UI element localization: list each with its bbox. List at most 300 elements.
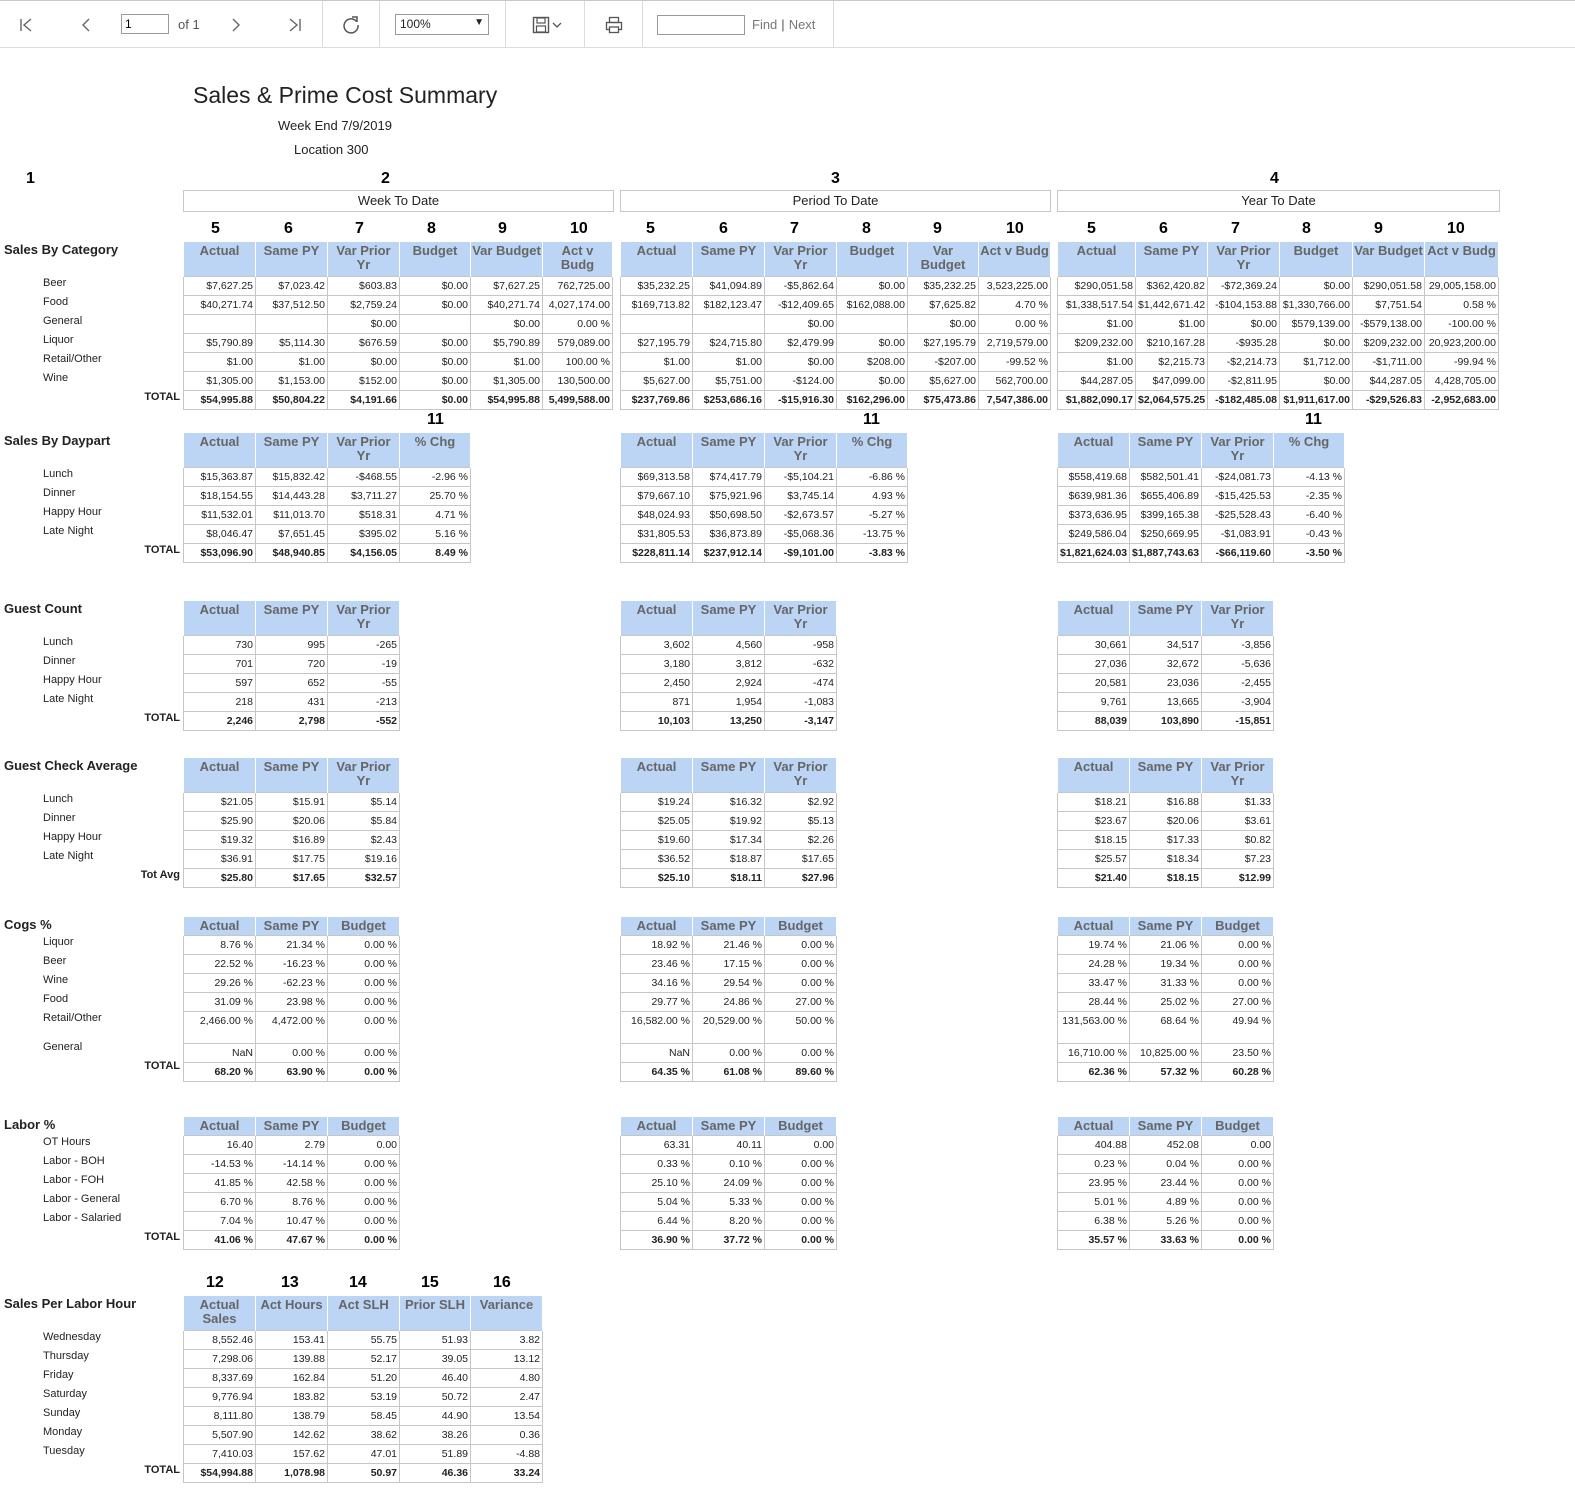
table-cell: -$12,409.65 bbox=[765, 296, 837, 315]
table-cell: 49.94 % bbox=[1202, 1012, 1274, 1044]
table-cell: $0.00 bbox=[328, 315, 400, 334]
table-cell: 130,500.00 bbox=[543, 372, 613, 391]
table-cell: $47,099.00 bbox=[1136, 372, 1208, 391]
table-cell: $44,287.05 bbox=[1058, 372, 1136, 391]
row-label: Food bbox=[43, 296, 69, 308]
column-header: Same PY bbox=[1130, 917, 1202, 936]
table-cell: $1,305.00 bbox=[184, 372, 256, 391]
table-row bbox=[1058, 525, 1345, 544]
table-cell: 24.28 % bbox=[1058, 955, 1130, 974]
refresh-icon[interactable] bbox=[337, 1, 365, 48]
table-cell: $0.00 bbox=[1280, 334, 1353, 353]
column-header: Actual bbox=[184, 433, 256, 468]
table-cell: -$104,153.88 bbox=[1208, 296, 1280, 315]
table-cell: 9,776.94 bbox=[184, 1388, 256, 1407]
row-label: Happy Hour bbox=[43, 506, 102, 518]
table-row bbox=[184, 793, 400, 812]
table-cell: $69,313.58 bbox=[621, 468, 693, 487]
table-row bbox=[184, 674, 400, 693]
table-cell: 40.11 bbox=[693, 1136, 765, 1155]
table-cell: $373,636.95 bbox=[1058, 506, 1130, 525]
header-row bbox=[621, 1117, 837, 1136]
row-label: Late Night bbox=[43, 525, 94, 537]
table-cell: $21.40 bbox=[1058, 869, 1130, 888]
table-cell: $7,625.82 bbox=[908, 296, 979, 315]
table-cell: $27.96 bbox=[765, 869, 837, 888]
header-row bbox=[184, 433, 471, 468]
marker-number: 11 bbox=[427, 411, 444, 428]
table-row bbox=[621, 1174, 837, 1193]
find-link[interactable]: Find bbox=[752, 17, 778, 32]
table-cell: -14.53 % bbox=[184, 1155, 256, 1174]
table-cell: $0.00 bbox=[1280, 277, 1353, 296]
table-cell: 8.76 % bbox=[256, 1193, 328, 1212]
table-cell: $11,532.01 bbox=[184, 506, 256, 525]
table-row bbox=[1058, 1193, 1274, 1212]
print-icon[interactable] bbox=[600, 1, 628, 48]
column-header: Act v Budg bbox=[1425, 242, 1499, 277]
table-cell bbox=[184, 315, 256, 334]
page-number-input[interactable] bbox=[121, 14, 169, 34]
marker-number: 5 bbox=[1087, 220, 1096, 237]
table-row bbox=[184, 315, 613, 334]
table-cell: $5.84 bbox=[328, 812, 400, 831]
table-cell: 1,954 bbox=[693, 693, 765, 712]
total-row bbox=[621, 712, 837, 731]
table-cell: $0.00 bbox=[765, 353, 837, 372]
table-row bbox=[184, 936, 400, 955]
table-cell: 0.00 % bbox=[1202, 936, 1274, 955]
toolbar-divider bbox=[322, 1, 323, 48]
row-label: Liquor bbox=[43, 334, 74, 346]
row-label: Sunday bbox=[43, 1407, 81, 1419]
table-cell: $0.00 bbox=[837, 334, 908, 353]
save-icon bbox=[531, 15, 551, 35]
table-cell: 34.16 % bbox=[621, 974, 693, 993]
table-cell: 51.93 bbox=[400, 1331, 471, 1350]
table-cell: $31,805.53 bbox=[621, 525, 693, 544]
table-cell: 35.57 % bbox=[1058, 1231, 1130, 1250]
table-cell: -5,636 bbox=[1202, 655, 1274, 674]
table-cell: 0.00 % bbox=[765, 1193, 837, 1212]
table-cell: $27,195.79 bbox=[908, 334, 979, 353]
column-header: Actual bbox=[621, 917, 693, 936]
section-title-daypart: Sales By Daypart bbox=[4, 433, 111, 448]
table-cell: $0.00 bbox=[400, 296, 471, 315]
column-header: Same PY bbox=[256, 758, 328, 793]
table-cell: 46.36 bbox=[400, 1464, 471, 1483]
previous-page-icon[interactable] bbox=[72, 1, 100, 48]
table-cell: 0.04 % bbox=[1130, 1155, 1202, 1174]
table-cell: $162,088.00 bbox=[837, 296, 908, 315]
column-header: Same PY bbox=[1130, 1117, 1202, 1136]
row-label: Retail/Other bbox=[43, 353, 102, 365]
table-cell: $5,790.89 bbox=[184, 334, 256, 353]
column-header: Same PY bbox=[256, 433, 328, 468]
location-label: Location 300 bbox=[294, 142, 369, 157]
row-label: Beer bbox=[43, 277, 67, 289]
row-label: Wine bbox=[43, 974, 69, 986]
table-row bbox=[621, 1193, 837, 1212]
table-row bbox=[184, 1044, 400, 1063]
table-row bbox=[184, 831, 400, 850]
table-cell: $40,271.74 bbox=[471, 296, 543, 315]
table-cell: $1.00 bbox=[1058, 353, 1136, 372]
table-cell: 13.54 bbox=[471, 1407, 543, 1426]
table-cell: 0.10 % bbox=[693, 1155, 765, 1174]
table-cell: $2,215.73 bbox=[1136, 353, 1208, 372]
first-page-icon[interactable] bbox=[12, 1, 40, 48]
total-label: TOTAL bbox=[144, 1231, 180, 1243]
column-header: Var Prior Yr bbox=[328, 601, 400, 636]
total-row bbox=[1058, 712, 1274, 731]
column-header: Var Budget bbox=[471, 242, 543, 277]
table-cell: $152.00 bbox=[328, 372, 400, 391]
find-input[interactable] bbox=[657, 15, 745, 35]
table-cell: $0.82 bbox=[1202, 831, 1274, 850]
table-cell: 0.00 % bbox=[328, 1063, 400, 1082]
total-row bbox=[621, 1063, 837, 1082]
table-cell: $21.05 bbox=[184, 793, 256, 812]
table-cell: -4.88 bbox=[471, 1445, 543, 1464]
table-cell: 0.00 % bbox=[765, 936, 837, 955]
table-cell: -$15,916.30 bbox=[765, 391, 837, 410]
table-cell: $253,686.16 bbox=[693, 391, 765, 410]
table-cell: 13.12 bbox=[471, 1350, 543, 1369]
table-cell: 50.97 bbox=[328, 1464, 400, 1483]
next-page-icon[interactable] bbox=[222, 1, 250, 48]
row-label: OT Hours bbox=[43, 1136, 91, 1148]
table-cell: $5,627.00 bbox=[908, 372, 979, 391]
table-cell: 52.17 bbox=[328, 1350, 400, 1369]
table-row bbox=[184, 353, 613, 372]
table-cell: 62.36 % bbox=[1058, 1063, 1130, 1082]
column-header: Actual bbox=[184, 1117, 256, 1136]
report-table-daypart bbox=[620, 432, 908, 563]
table-row bbox=[1058, 1174, 1274, 1193]
table-row bbox=[621, 693, 837, 712]
table-cell: $655,406.89 bbox=[1130, 487, 1202, 506]
report-title: Sales & Prime Cost Summary bbox=[193, 82, 498, 108]
column-header: Var Prior Yr bbox=[1208, 242, 1280, 277]
zoom-select[interactable] bbox=[395, 14, 489, 35]
table-cell: -99.52 % bbox=[979, 353, 1051, 372]
table-row bbox=[184, 1445, 543, 1464]
table-cell: $36.91 bbox=[184, 850, 256, 869]
table-cell: 32,672 bbox=[1130, 655, 1202, 674]
table-cell: 16,710.00 % bbox=[1058, 1044, 1130, 1063]
table-cell: $19.60 bbox=[621, 831, 693, 850]
column-header: Budget bbox=[765, 1117, 837, 1136]
table-cell: -$2,673.57 bbox=[765, 506, 837, 525]
table-cell: 0.00 % bbox=[328, 1174, 400, 1193]
table-cell: $1.00 bbox=[693, 353, 765, 372]
table-cell: $208.00 bbox=[837, 353, 908, 372]
table-cell: 8,337.69 bbox=[184, 1369, 256, 1388]
table-cell: $48,940.85 bbox=[256, 544, 328, 563]
table-row bbox=[1058, 353, 1499, 372]
table-cell: 0.00 % bbox=[979, 315, 1051, 334]
table-cell: $19.16 bbox=[328, 850, 400, 869]
table-cell: -$468.55 bbox=[328, 468, 400, 487]
table-cell: -6.40 % bbox=[1274, 506, 1345, 525]
table-cell: $1,882,090.17 bbox=[1058, 391, 1136, 410]
column-header: Same PY bbox=[256, 242, 328, 277]
report-table-cogs bbox=[183, 916, 400, 1082]
table-cell: 3,180 bbox=[621, 655, 693, 674]
table-row bbox=[621, 353, 1051, 372]
table-row bbox=[184, 993, 400, 1012]
table-cell: 131,563.00 % bbox=[1058, 1012, 1130, 1044]
table-cell: -2.35 % bbox=[1274, 487, 1345, 506]
table-cell: -6.86 % bbox=[837, 468, 908, 487]
next-link[interactable]: Next bbox=[788, 17, 816, 32]
marker-number: 9 bbox=[933, 220, 942, 237]
row-label: Monday bbox=[43, 1426, 83, 1438]
table-cell: $48,024.93 bbox=[621, 506, 693, 525]
table-cell: $558,419.68 bbox=[1058, 468, 1130, 487]
table-row bbox=[1058, 674, 1274, 693]
table-cell: 5.01 % bbox=[1058, 1193, 1130, 1212]
table-cell: -$5,104.21 bbox=[765, 468, 837, 487]
total-label: Tot Avg bbox=[140, 869, 180, 881]
table-cell: 579,089.00 bbox=[543, 334, 613, 353]
total-row bbox=[184, 869, 400, 888]
table-cell: 21.34 % bbox=[256, 936, 328, 955]
report-table-daypart bbox=[183, 432, 471, 563]
table-cell: $1.00 bbox=[256, 353, 328, 372]
table-row bbox=[621, 525, 908, 544]
table-cell: 33.47 % bbox=[1058, 974, 1130, 993]
table-cell: 31.33 % bbox=[1130, 974, 1202, 993]
table-cell: $1,153.00 bbox=[256, 372, 328, 391]
total-row bbox=[184, 544, 471, 563]
table-cell: $5.14 bbox=[328, 793, 400, 812]
table-cell: 0.00 % bbox=[765, 1155, 837, 1174]
table-cell: $676.59 bbox=[328, 334, 400, 353]
table-row bbox=[184, 506, 471, 525]
row-label: Beer bbox=[43, 955, 67, 967]
table-cell: 0.00 % bbox=[543, 315, 613, 334]
table-cell: 20,581 bbox=[1058, 674, 1130, 693]
table-cell: -474 bbox=[765, 674, 837, 693]
total-row bbox=[621, 544, 908, 563]
table-cell: 0.00 % bbox=[328, 955, 400, 974]
column-header: Same PY bbox=[256, 1117, 328, 1136]
table-row bbox=[621, 993, 837, 1012]
table-cell: 2,924 bbox=[693, 674, 765, 693]
export-save-button[interactable] bbox=[525, 1, 569, 48]
table-cell: 19.34 % bbox=[1130, 955, 1202, 974]
table-cell: 0.00 % bbox=[1202, 1212, 1274, 1231]
table-cell: -3,904 bbox=[1202, 693, 1274, 712]
table-cell: $1,330,766.00 bbox=[1280, 296, 1353, 315]
table-cell: 29.77 % bbox=[621, 993, 693, 1012]
last-page-icon[interactable] bbox=[281, 1, 309, 48]
table-cell: -$25,528.43 bbox=[1202, 506, 1274, 525]
marker-number: 6 bbox=[1159, 220, 1168, 237]
table-cell: $20.06 bbox=[1130, 812, 1202, 831]
table-cell: 50.00 % bbox=[765, 1012, 837, 1044]
table-cell: $518.31 bbox=[328, 506, 400, 525]
table-cell: $0.00 bbox=[765, 315, 837, 334]
header-row bbox=[1058, 1117, 1274, 1136]
column-header: Same PY bbox=[1130, 601, 1202, 636]
marker-number: 1 bbox=[26, 170, 35, 187]
table-cell: 4.71 % bbox=[400, 506, 471, 525]
table-row bbox=[1058, 1044, 1274, 1063]
table-row bbox=[1058, 487, 1345, 506]
report-toolbar bbox=[0, 0, 1575, 48]
column-header: Prior SLH bbox=[400, 1296, 471, 1331]
table-cell: 50.72 bbox=[400, 1388, 471, 1407]
table-cell: 23,036 bbox=[1130, 674, 1202, 693]
table-cell: $25.90 bbox=[184, 812, 256, 831]
table-row bbox=[621, 850, 837, 869]
table-row bbox=[621, 296, 1051, 315]
table-cell: $1.00 bbox=[621, 353, 693, 372]
table-cell: 20,529.00 % bbox=[693, 1012, 765, 1044]
section-title-guest: Guest Count bbox=[4, 601, 82, 616]
table-row bbox=[1058, 372, 1499, 391]
table-cell: -$24,081.73 bbox=[1202, 468, 1274, 487]
table-cell: 64.35 % bbox=[621, 1063, 693, 1082]
header-row bbox=[621, 433, 908, 468]
row-label: Labor - BOH bbox=[43, 1155, 105, 1167]
table-cell: 0.23 % bbox=[1058, 1155, 1130, 1174]
total-row bbox=[184, 1063, 400, 1082]
table-cell: -$5,862.64 bbox=[765, 277, 837, 296]
table-cell: $25.05 bbox=[621, 812, 693, 831]
table-row bbox=[621, 315, 1051, 334]
table-cell: $0.00 bbox=[400, 372, 471, 391]
total-row bbox=[621, 391, 1051, 410]
table-cell: 3.82 bbox=[471, 1331, 543, 1350]
row-label: Lunch bbox=[43, 636, 73, 648]
table-cell: $15.91 bbox=[256, 793, 328, 812]
table-cell: 139.88 bbox=[256, 1350, 328, 1369]
table-cell: -$66,119.60 bbox=[1202, 544, 1274, 563]
marker-number: 7 bbox=[355, 220, 364, 237]
table-row bbox=[184, 1426, 543, 1445]
table-row bbox=[621, 1044, 837, 1063]
table-cell: $17.65 bbox=[765, 850, 837, 869]
column-header: Actual bbox=[621, 433, 693, 468]
column-header: Actual bbox=[621, 601, 693, 636]
table-row bbox=[621, 655, 837, 674]
table-cell: $0.00 bbox=[400, 334, 471, 353]
table-cell: 30,661 bbox=[1058, 636, 1130, 655]
table-cell: $3,745.14 bbox=[765, 487, 837, 506]
column-header: Same PY bbox=[256, 917, 328, 936]
table-cell: 7.04 % bbox=[184, 1212, 256, 1231]
table-cell: 16,582.00 % bbox=[621, 1012, 693, 1044]
table-row bbox=[1058, 506, 1345, 525]
table-cell: $2,479.99 bbox=[765, 334, 837, 353]
table-row bbox=[1058, 831, 1274, 850]
table-cell bbox=[621, 315, 693, 334]
table-cell: $36,873.89 bbox=[693, 525, 765, 544]
table-cell: $2.26 bbox=[765, 831, 837, 850]
table-cell: -$935.28 bbox=[1208, 334, 1280, 353]
table-cell: 6.70 % bbox=[184, 1193, 256, 1212]
table-row bbox=[621, 936, 837, 955]
table-cell: 562,700.00 bbox=[979, 372, 1051, 391]
table-cell: $16.32 bbox=[693, 793, 765, 812]
column-header: % Chg bbox=[400, 433, 471, 468]
table-cell: 23.95 % bbox=[1058, 1174, 1130, 1193]
column-header: Same PY bbox=[693, 1117, 765, 1136]
section-title-labor: Labor % bbox=[4, 1117, 56, 1132]
table-cell: $7,023.42 bbox=[256, 277, 328, 296]
table-cell: 0.36 bbox=[471, 1426, 543, 1445]
table-cell: $2,064,575.25 bbox=[1136, 391, 1208, 410]
table-cell: 58.45 bbox=[328, 1407, 400, 1426]
table-cell: 0.00 % bbox=[328, 993, 400, 1012]
table-cell: $1,712.00 bbox=[1280, 353, 1353, 372]
total-label: TOTAL bbox=[144, 1464, 180, 1476]
table-cell: 19.74 % bbox=[1058, 936, 1130, 955]
table-cell: -1,083 bbox=[765, 693, 837, 712]
table-cell: $0.00 bbox=[837, 372, 908, 391]
table-row bbox=[184, 372, 613, 391]
table-row bbox=[1058, 955, 1274, 974]
table-cell: $3.61 bbox=[1202, 812, 1274, 831]
table-cell: $5.13 bbox=[765, 812, 837, 831]
table-cell: 7,410.03 bbox=[184, 1445, 256, 1464]
table-row bbox=[621, 636, 837, 655]
section-title-category: Sales By Category bbox=[4, 242, 119, 257]
table-cell: -13.75 % bbox=[837, 525, 908, 544]
table-cell: 27,036 bbox=[1058, 655, 1130, 674]
table-cell: 452.08 bbox=[1130, 1136, 1202, 1155]
table-cell: $15,363.87 bbox=[184, 468, 256, 487]
column-header: Same PY bbox=[1136, 242, 1208, 277]
total-row bbox=[621, 869, 837, 888]
table-cell: $25.57 bbox=[1058, 850, 1130, 869]
row-label: Retail/Other bbox=[43, 1012, 102, 1024]
table-cell: 2,719,579.00 bbox=[979, 334, 1051, 353]
table-cell: $1,887,743.63 bbox=[1130, 544, 1202, 563]
column-header: Actual bbox=[621, 242, 693, 277]
table-cell: 3,602 bbox=[621, 636, 693, 655]
table-row bbox=[184, 812, 400, 831]
table-cell: $7,651.45 bbox=[256, 525, 328, 544]
table-cell: 0.00 bbox=[328, 1136, 400, 1155]
table-cell: $395.02 bbox=[328, 525, 400, 544]
table-cell: 162.84 bbox=[256, 1369, 328, 1388]
table-cell: 89.60 % bbox=[765, 1063, 837, 1082]
report-table-cogs bbox=[1057, 916, 1274, 1082]
table-cell: $5,790.89 bbox=[471, 334, 543, 353]
table-cell: -0.43 % bbox=[1274, 525, 1345, 544]
table-cell: $1.00 bbox=[1136, 315, 1208, 334]
table-cell: -3.50 % bbox=[1274, 544, 1345, 563]
table-cell: $209,232.00 bbox=[1058, 334, 1136, 353]
table-cell: $16.88 bbox=[1130, 793, 1202, 812]
table-cell: 871 bbox=[621, 693, 693, 712]
report-table-slh bbox=[183, 1295, 543, 1483]
table-cell: 10,825.00 % bbox=[1130, 1044, 1202, 1063]
column-header: Var Prior Yr bbox=[765, 433, 837, 468]
table-cell: $4,156.05 bbox=[328, 544, 400, 563]
table-cell: 6.44 % bbox=[621, 1212, 693, 1231]
row-label: Dinner bbox=[43, 812, 76, 824]
header-row bbox=[1058, 601, 1274, 636]
table-cell: $0.00 bbox=[837, 277, 908, 296]
table-row bbox=[184, 955, 400, 974]
table-cell: NaN bbox=[621, 1044, 693, 1063]
